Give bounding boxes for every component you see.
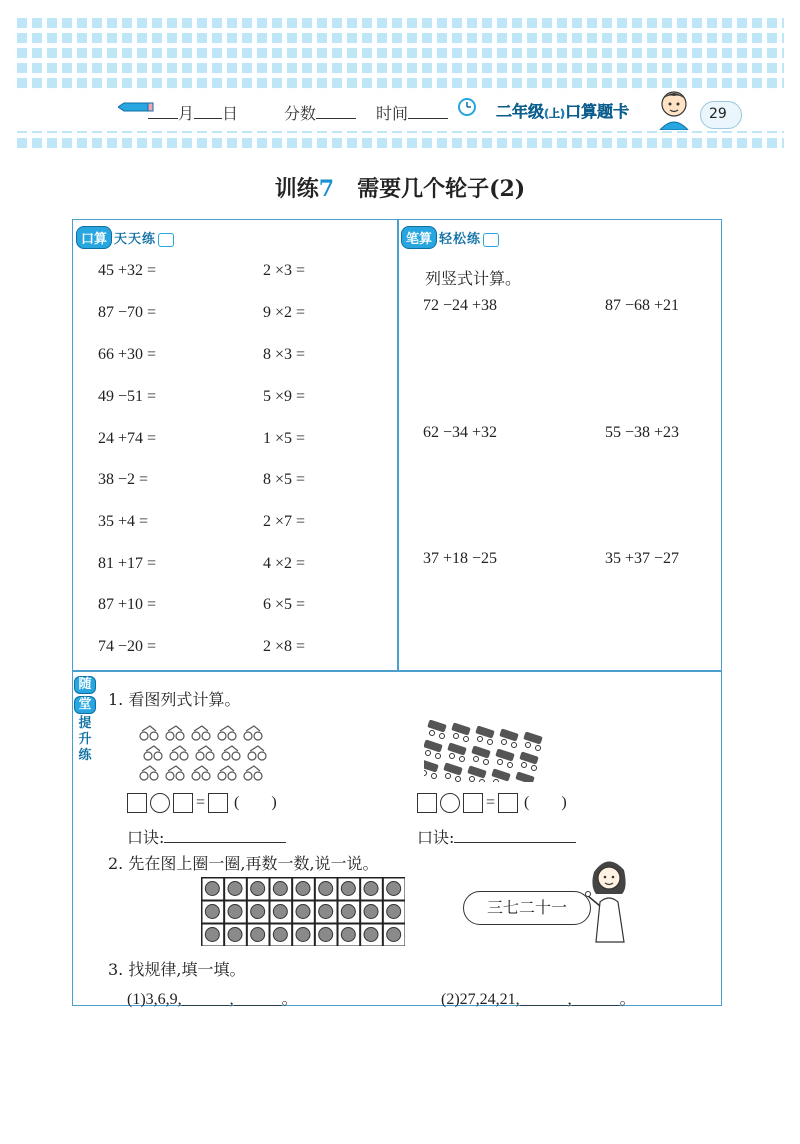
- tricycle-icon: [244, 766, 262, 780]
- day-label: 日: [222, 104, 239, 123]
- series-title: [496, 99, 629, 122]
- grid-dot: [251, 928, 265, 942]
- tricycle-icon: [218, 726, 236, 740]
- practice-badge-char: 堂: [74, 696, 96, 714]
- tricycle-icon: [166, 766, 184, 780]
- oral-problem[interactable]: 1 ×5 =: [263, 430, 306, 447]
- tricycle-icon: [166, 726, 184, 740]
- series-grade: 二年级: [496, 102, 545, 121]
- tricycle-icon: [248, 746, 266, 760]
- answer-box[interactable]: [463, 793, 483, 813]
- oral-problem[interactable]: 81 +17 =: [98, 555, 157, 572]
- car-icon: [499, 728, 519, 747]
- unit-paren[interactable]: ( ): [524, 794, 567, 811]
- page-title: [0, 172, 800, 203]
- koujue-label: 口诀:: [417, 828, 455, 847]
- car-icon: [447, 742, 467, 761]
- grid-dot: [341, 882, 355, 896]
- month-label: 月: [178, 104, 195, 123]
- oral-problem[interactable]: 87 −70 =: [98, 304, 157, 321]
- title-text: 需要几个轮子(2): [357, 176, 526, 202]
- tricycle-icon: [144, 746, 162, 760]
- grid-dot: [387, 928, 401, 942]
- oral-problem[interactable]: 6 ×5 =: [263, 596, 306, 613]
- answer-box[interactable]: [127, 793, 147, 813]
- girl-figure-icon: [584, 852, 632, 944]
- koujue-label: 口诀:: [127, 828, 165, 847]
- koujue-field-2[interactable]: [417, 825, 576, 848]
- car-icon: [427, 719, 447, 738]
- time-label: 时间: [376, 104, 409, 123]
- car-icon: [491, 768, 511, 782]
- car-icon: [467, 765, 487, 782]
- grid-dot: [228, 928, 242, 942]
- page-number: 29: [709, 106, 727, 122]
- unit-paren[interactable]: ( ): [234, 794, 277, 811]
- tricycle-icon: [218, 766, 236, 780]
- grid-dot: [319, 882, 333, 896]
- answer-box[interactable]: [208, 793, 228, 813]
- score-field[interactable]: [284, 101, 356, 124]
- car-icon: [471, 745, 491, 764]
- oral-problem[interactable]: 2 ×3 =: [263, 262, 306, 279]
- tricycle-icon: [140, 726, 158, 740]
- written-problem[interactable]: 55 −38 +23: [605, 424, 680, 441]
- grid-dot: [319, 928, 333, 942]
- answer-box[interactable]: [417, 793, 437, 813]
- grid-dot: [296, 882, 310, 896]
- practice-badge-char: 随: [74, 676, 96, 694]
- tricycle-icon: [244, 726, 262, 740]
- car-icon: [424, 759, 439, 778]
- car-icon: [443, 762, 463, 781]
- tricycle-icon: [196, 746, 214, 760]
- written-problem[interactable]: 72 −24 +38: [423, 297, 498, 314]
- question-3: 3. 找规律,填一填。: [108, 960, 246, 979]
- time-field[interactable]: [376, 101, 448, 124]
- grid-dot: [387, 882, 401, 896]
- dot-grid[interactable]: [201, 877, 405, 946]
- boy-mascot-icon: [652, 86, 696, 130]
- grid-dot: [364, 928, 378, 942]
- speech-bubble: 三七二十一: [463, 891, 591, 925]
- practice-section-badge: [74, 676, 96, 786]
- car-icon: [451, 722, 471, 741]
- grid-dot: [251, 882, 265, 896]
- series-term: (上): [544, 107, 566, 120]
- tricycle-icon: [140, 766, 158, 780]
- equals-sign: =: [196, 794, 206, 811]
- oral-problem[interactable]: 4 ×2 =: [263, 555, 306, 572]
- written-badge-primary: 笔算: [401, 226, 437, 249]
- equals-sign: =: [486, 794, 496, 811]
- grid-dot: [251, 905, 265, 919]
- tricycle-icon: [222, 746, 240, 760]
- grid-dot: [205, 905, 219, 919]
- oral-problem[interactable]: 45 +32 =: [98, 262, 157, 279]
- grid-dot: [273, 928, 287, 942]
- vertical-divider: [397, 220, 399, 670]
- oral-problem[interactable]: 2 ×7 =: [263, 513, 306, 530]
- book-icon: [158, 233, 174, 247]
- tricycle-icon: [192, 766, 210, 780]
- oral-problem[interactable]: 38 −2 =: [98, 471, 149, 488]
- operator-circle[interactable]: [150, 793, 170, 813]
- title-prefix: 训练: [274, 176, 319, 202]
- written-problem[interactable]: 87 −68 +21: [605, 297, 680, 314]
- sequence-1[interactable]: (1)3,6,9,______,______。: [127, 991, 298, 1008]
- oral-problem[interactable]: 24 +74 =: [98, 430, 157, 447]
- written-badge-secondary: 轻松练: [439, 232, 482, 247]
- oral-problem[interactable]: 8 ×5 =: [263, 471, 306, 488]
- grid-dot: [273, 905, 287, 919]
- date-field[interactable]: [148, 101, 238, 124]
- grid-dot: [205, 882, 219, 896]
- grid-dot: [228, 905, 242, 919]
- written-instruction: 列竖式计算。: [425, 269, 522, 288]
- equation-row-2: [417, 789, 567, 813]
- koujue-field-1[interactable]: [127, 825, 286, 848]
- grid-dot: [296, 928, 310, 942]
- oral-problem[interactable]: 49 −51 =: [98, 388, 157, 405]
- grid-dot: [341, 928, 355, 942]
- car-icon: [495, 748, 515, 767]
- oral-problem[interactable]: 5 ×9 =: [263, 388, 306, 405]
- oral-problem[interactable]: 8 ×3 =: [263, 346, 306, 363]
- grid-dot: [341, 905, 355, 919]
- written-problem[interactable]: 62 −34 +32: [423, 424, 498, 441]
- practice-badge-char: 升: [78, 732, 92, 747]
- question-1: 1. 看图列式计算。: [108, 690, 241, 709]
- car-icon: [519, 751, 539, 770]
- oral-section-badge: [76, 226, 174, 249]
- practice-badge-char: 提: [78, 716, 92, 731]
- oral-problem[interactable]: 66 +30 =: [98, 346, 157, 363]
- tricycle-icon: [192, 726, 210, 740]
- oral-problem[interactable]: 74 −20 =: [98, 638, 157, 655]
- answer-box[interactable]: [498, 793, 518, 813]
- practice-badge-char: 练: [78, 748, 92, 763]
- oral-problem[interactable]: 2 ×8 =: [263, 638, 306, 655]
- horizontal-divider: [73, 670, 721, 672]
- oral-problem[interactable]: 9 ×2 =: [263, 304, 306, 321]
- question-2: 2. 先在图上圈一圈,再数一数,说一说。: [108, 854, 379, 873]
- tricycles-picture: [134, 720, 274, 784]
- written-problem[interactable]: 37 +18 −25: [423, 550, 498, 567]
- oral-badge-primary: 口算: [76, 226, 112, 249]
- equation-row-1: [127, 789, 277, 813]
- written-problem[interactable]: 35 +37 −27: [605, 550, 680, 567]
- answer-box[interactable]: [173, 793, 193, 813]
- tricycle-icon: [170, 746, 188, 760]
- grid-dot: [319, 905, 333, 919]
- car-icon: [424, 739, 443, 758]
- sequence-2[interactable]: (2)27,24,21,______,______。: [441, 991, 636, 1008]
- grid-dot: [364, 882, 378, 896]
- grid-dot: [364, 905, 378, 919]
- score-label: 分数: [284, 104, 317, 123]
- grid-dot: [296, 905, 310, 919]
- oral-badge-secondary: 天天练: [114, 232, 157, 247]
- grid-dot: [228, 882, 242, 896]
- title-number: 7: [318, 176, 335, 202]
- oral-problem[interactable]: 35 +4 =: [98, 513, 149, 530]
- oral-problem[interactable]: 87 +10 =: [98, 596, 157, 613]
- car-icon: [475, 725, 495, 744]
- operator-circle[interactable]: [440, 793, 460, 813]
- written-section-badge: [401, 226, 499, 249]
- grid-dot: [205, 928, 219, 942]
- car-icon: [515, 771, 535, 782]
- book-icon: [483, 233, 499, 247]
- grid-dot: [387, 905, 401, 919]
- car-icon: [523, 731, 543, 750]
- cars-picture: [424, 718, 554, 782]
- grid-dot: [273, 882, 287, 896]
- series-name: 口算题卡: [565, 102, 630, 121]
- clock-icon: [457, 97, 477, 117]
